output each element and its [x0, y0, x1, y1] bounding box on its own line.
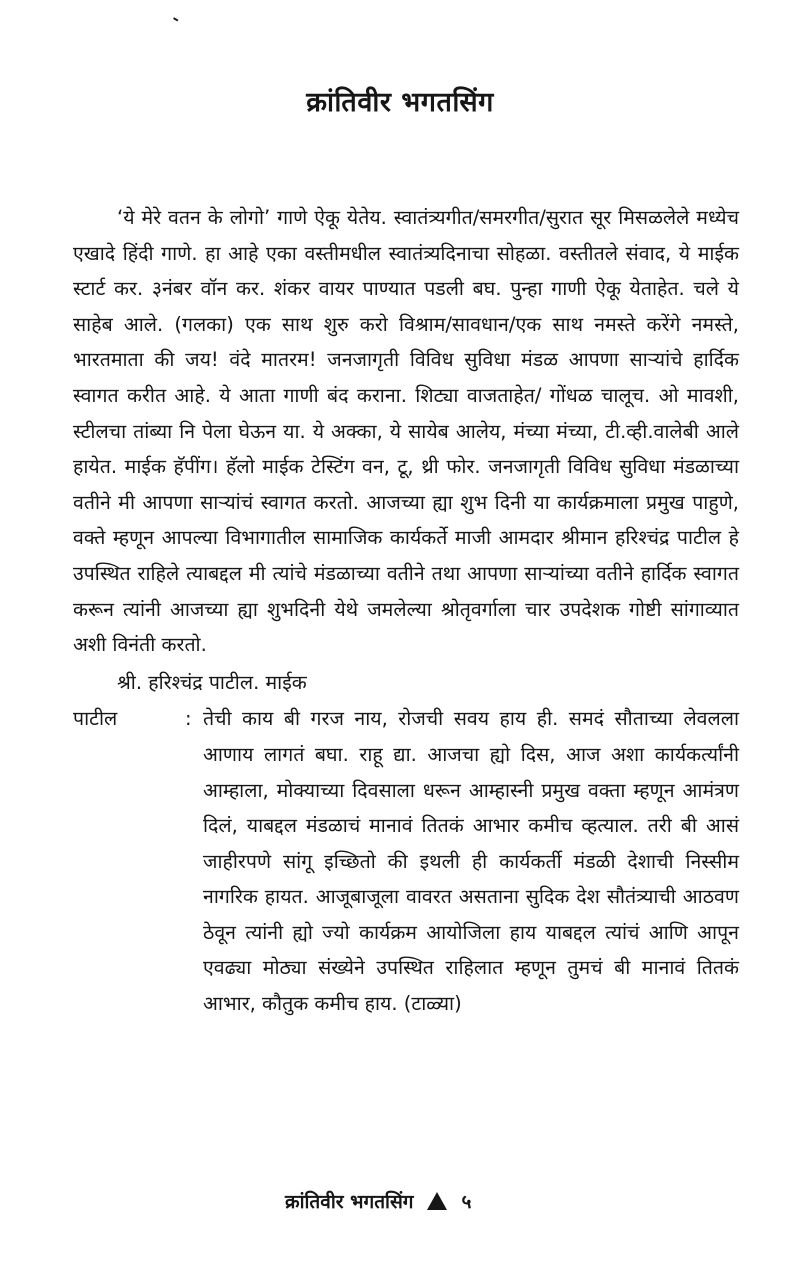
- stray-mark: [171, 17, 179, 26]
- speech-text: तेची काय बी गरज नाय, रोजची सवय हाय ही. समदं सौताच्या लेवलला आणाय लागतं बघा. राहू द्या. आजचा ह्यो दिस, आज अशा कार्यकर्त्यांनी आम्हाला, मोक्याच्या दिवसाला धरून आम्हास्नी प्रमुख वक्ता म्हणून आमंत्रण दिलं, याबद्दल मंडळाचं मानावं तितकं आभार कमीच व्हत्याल. तरी बी आसं जाहीरपणे सांगू इच्छितो की इथली ही कार्यकर्ती मंडळी देशाची निस्सीम नागरिक हायत. आजूबाजूला वावरत असताना सुदिक देश सौतंत्र्याची आठवण ठेवून त्यांनी ह्यो ज्यो कार्यक्रम आयोजिला हाय याबद्दल त्यांचं आणि आपून एवढ्या मोठ्या संख्येने उपस्थित राहिलात म्हणून तुमचं बी मानावं तितकं आभार, कौतुक कमीच हाय. (टाळ्या): [203, 707, 739, 1016]
- speaker-name: पाटील: [73, 707, 118, 731]
- dialogue-block: [73, 701, 739, 1021]
- page-footer: [285, 1188, 471, 1214]
- speaker-intro-line: श्री. हरिश्चंद्र पाटील. माईक: [117, 670, 307, 694]
- page-title: क्रांतिवीर भगतसिंग: [306, 87, 494, 119]
- narrative-paragraph: ‘ये मेरे वतन के लोगो’ गाणे ऐकू येतेय. स्वातंत्र्यगीत/समरगीत/सुरात सूर मिसळलेले मध्येच एखादे हिंदी गाणे. हा आहे एका वस्तीमधील स्वातंत्र्यदिनाचा सोहळा. वस्तीतले संवाद, ये माईक स्टार्ट कर. ३नंबर वॉन कर. शंकर वायर पाण्यात पडली बघ. पुन्हा गाणी ऐकू येताहेत. चले ये साहेब आले. (गलका) एक साथ शुरु करो विश्राम/सावधान/एक साथ नमस्ते करेंगे नमस्ते, भारतमाता की जय! वंदे मातरम! जनजागृती विविध सुविधा मंडळ आपणा साऱ्यांचे हार्दिक स्वागत करीत आहे. ये आता गाणी बंद कराना. शिट्या वाजताहेत/ गोंधळ चालूच. ओ मावशी, स्टीलचा तांब्या नि पेला घेऊन या. ये अक्का, ये सायेब आलेय, मंच्या मंच्या, टी.व्ही.वालेबी आले हायेत. माईक हॅपींग। हॅलो माईक टेस्टिंग वन, टू, थ्री फोर. जनजागृती विविध सुविधा मंडळाच्या वतीने मी आपणा साऱ्यांचं स्वागत करतो. आजच्या ह्या शुभ दिनी या कार्यक्रमाला प्रमुख पाहुणे, वक्ते म्हणून आपल्या विभागातील सामाजिक कार्यकर्ते माजी आमदार श्रीमान हरिश्चंद्र पाटील हे उपस्थित राहिले त्याबद्दल मी त्यांचे मंडळाच्या वतीने तथा आपणा साऱ्यांच्या वतीने हार्दिक स्वागत करून त्यांनी आजच्या ह्या शुभदिनी येथे जमलेल्या श्रोतृवर्गाला चार उपदेशक गोष्टी सांगाव्यात अशी विनंती करतो.: [73, 206, 739, 657]
- page-number: ५: [461, 1191, 472, 1213]
- triangle-icon: [427, 1192, 447, 1210]
- speaker-colon: :: [185, 707, 192, 731]
- footer-title: क्रांतिवीर भगतसिंग: [285, 1191, 414, 1213]
- page-body: [73, 200, 739, 1022]
